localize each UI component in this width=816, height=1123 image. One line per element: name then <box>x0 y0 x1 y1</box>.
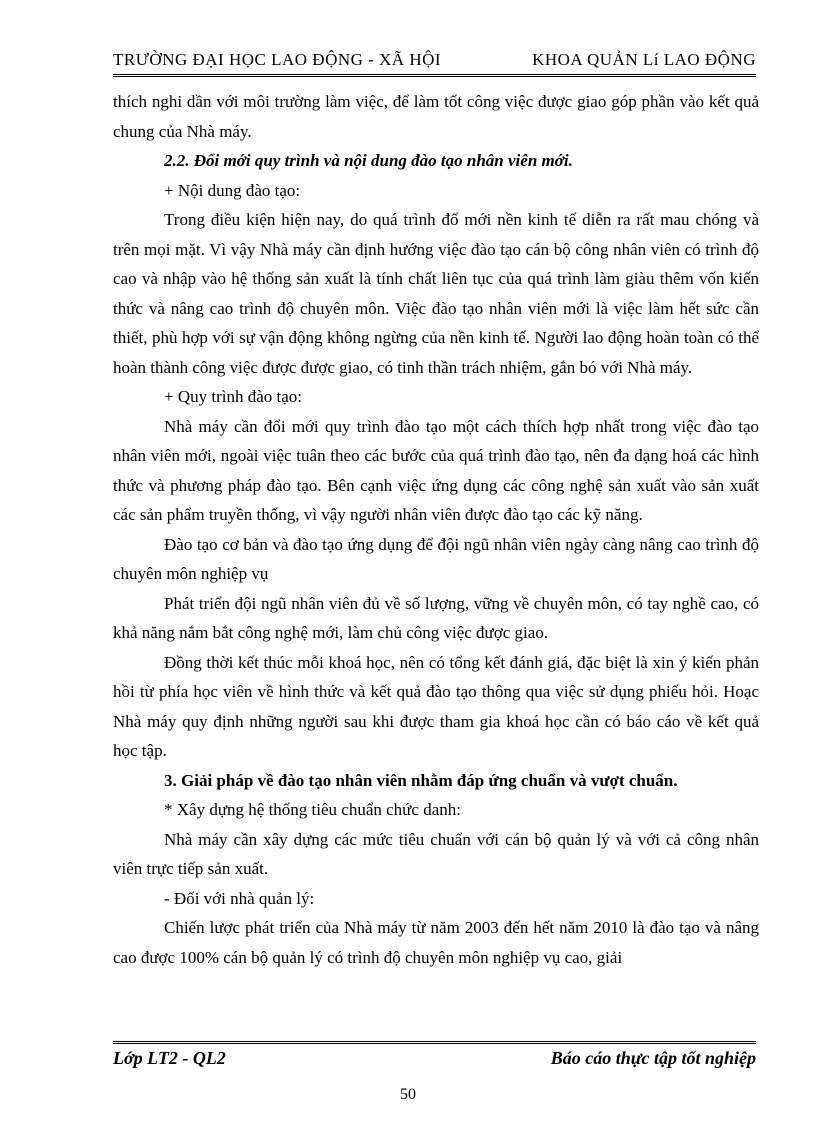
paragraph-continuation: thích nghi dần với môi trường làm việc, để làm tốt công việc được giao góp phần vào kết quả chung của Nhà máy. <box>113 92 759 141</box>
paragraph: Trong điều kiện hiện nay, do quá trình đổ mới nền kinh tế diễn ra rất mau chóng và trên mọi mặt. Vì vậy Nhà máy cần định hướng việc đào tạo cán bộ công nhân viên có trình độ cao và nhập vào hệ thống sản xuất là tính chất liên tục của quá trình làm giàu thêm vốn kiến thức và nâng cao trình độ chuyên môn. Việc đào tạo nhân viên mới là việc làm hết sức cần thiết, phù hợp với sự vận động không ngừng của nền kinh tế. Người lao động hoàn toàn có thể hoàn thành công việc được được giao, có tinh thần trách nhiệm, gắn bó với Nhà máy. <box>113 210 759 377</box>
footer-class: Lớp LT2 - QL2 <box>113 1048 226 1068</box>
paragraph: Phát triển đội ngũ nhân viên đủ về số lượng, vững về chuyên môn, có tay nghề cao, có khả năng nắm bắt công nghệ mới, làm chủ công việc được giao. <box>113 593 759 642</box>
paragraph: Chiến lược phát triển của Nhà máy từ năm 2003 đến hết năm 2010 là đào tạo và nâng cao được 100% cán bộ quản lý có trình độ chuyên môn nghiệp vụ cao, giải <box>113 918 759 967</box>
footer-report-title: Báo cáo thực tập tốt nghiệp <box>550 1048 756 1068</box>
paragraph: Đào tạo cơ bản và đào tạo ứng dụng để đội ngũ nhân viên ngày càng nâng cao trình độ chuyên môn nghiệp vụ <box>113 534 759 583</box>
document-body <box>113 87 759 972</box>
subheading-content: + Nội dung đào tạo: <box>164 180 301 200</box>
subheading-process: + Quy trình đào tạo: <box>164 387 303 406</box>
paragraph: Nhà máy cần xây dựng các mức tiêu chuẩn với cán bộ quản lý và với cả công nhân viên trực tiếp sản xuất. <box>113 829 759 878</box>
section-heading-2-2: 2.2. Đổi mới quy trình và nội dung đào tạo nhân viên mới. <box>164 151 573 170</box>
header-university: TRƯỜNG ĐẠI HỌC LAO ĐỘNG - XÃ HỘI <box>113 50 442 69</box>
page-number: 50 <box>400 1086 416 1103</box>
subheading-managers: - Đối với nhà quản lý: <box>164 888 315 908</box>
page-header <box>113 44 756 72</box>
header-divider <box>113 74 756 77</box>
paragraph: Nhà máy cần đổi mới quy trình đào tạo một cách thích hợp nhất trong việc đào tạo nhân viên mới, ngoài việc tuân theo các bước của quá trình đào tạo, nên đa dạng hoá các hình thức và phương pháp đào tạo. Bên cạnh việc ứng dụng các công nghệ sản xuất vào sản xuất các sản phẩm truyền thống, vì vậy người nhân viên được đào tạo các kỹ năng. <box>113 416 759 524</box>
section-heading-3: 3. Giải pháp về đào tạo nhân viên nhằm đáp ứng chuẩn và vượt chuẩn. <box>164 770 678 790</box>
page-footer <box>113 1048 756 1074</box>
header-faculty: KHOA QUẢN Lí LAO ĐỘNG <box>532 50 756 69</box>
paragraph: Đồng thời kết thúc mỗi khoá học, nên có tổng kết đánh giá, đặc biệt là xin ý kiến phản hồi từ phía học viên về hình thức và kết quả đào tạo thông qua việc sử dụng phiếu hỏi. Hoạc Nhà máy quy định những người sau khi được tham gia khoá học cần có báo cáo về kết quả học tập. <box>113 652 759 760</box>
footer-divider <box>113 1041 756 1044</box>
subheading-standards: * Xây dựng hệ thống tiêu chuẩn chức danh: <box>164 800 461 819</box>
